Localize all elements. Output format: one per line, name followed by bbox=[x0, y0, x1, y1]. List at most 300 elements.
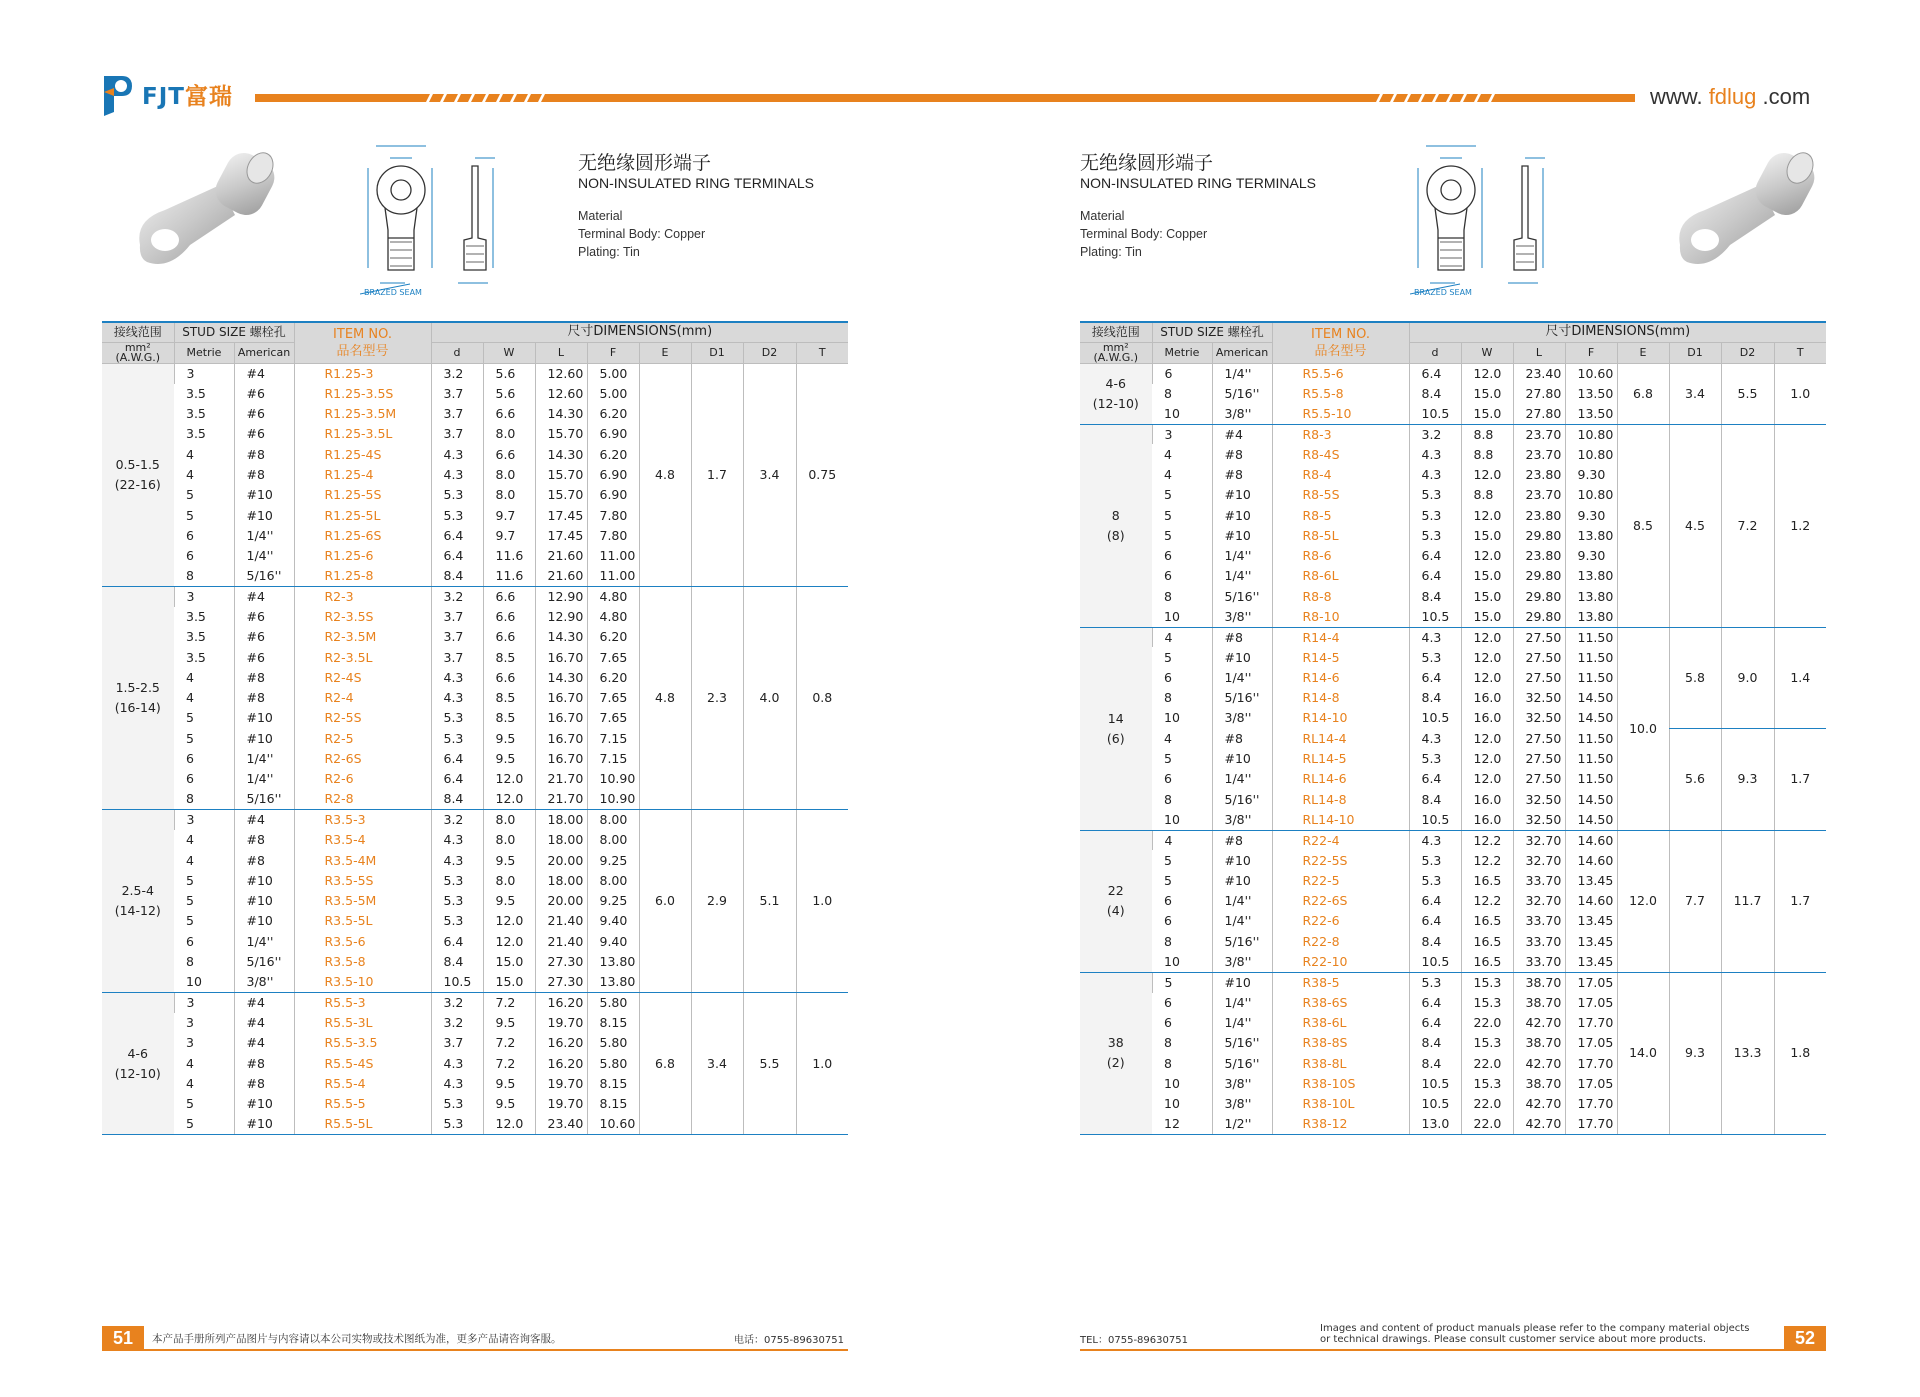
american-cell: 5/16'' bbox=[1212, 688, 1272, 708]
d-cell: 5.3 bbox=[431, 505, 483, 525]
dimensions-header: 尺寸DIMENSIONS(mm) bbox=[431, 322, 848, 342]
d-cell: 4.3 bbox=[431, 1074, 483, 1094]
range-header: 接线范围 bbox=[1080, 322, 1152, 342]
stud-size-header: STUD SIZE 螺栓孔 bbox=[174, 322, 294, 342]
american-header: American bbox=[1212, 342, 1272, 363]
f-cell: 7.80 bbox=[587, 526, 639, 546]
f-cell: 13.50 bbox=[1565, 404, 1617, 424]
w-cell: 15.0 bbox=[483, 972, 535, 992]
w-cell: 12.0 bbox=[1461, 647, 1513, 667]
col-e-header: E bbox=[1617, 342, 1669, 363]
table-row bbox=[1080, 729, 1826, 749]
item-no-cell: R8-4S bbox=[1272, 444, 1409, 464]
item-no-cell: R5.5-10 bbox=[1272, 404, 1409, 424]
merged-d2-cell: 9.3 bbox=[1721, 729, 1774, 830]
american-cell: 1/4'' bbox=[1212, 891, 1272, 911]
spec-table-left bbox=[102, 321, 848, 1135]
l-cell: 27.50 bbox=[1513, 668, 1565, 688]
item-no-cell: R1.25-3.5S bbox=[294, 384, 431, 404]
col-w-header: W bbox=[1461, 342, 1513, 363]
d-cell: 3.2 bbox=[431, 363, 483, 383]
merged-t-cell: 1.4 bbox=[1774, 627, 1826, 728]
item-no-cell: R8-6 bbox=[1272, 546, 1409, 566]
american-cell: #8 bbox=[234, 1074, 294, 1094]
l-cell: 42.70 bbox=[1513, 1053, 1565, 1073]
wire-range-cell: 8 (8) bbox=[1080, 424, 1152, 627]
item-no-cell: RL14-4 bbox=[1272, 729, 1409, 749]
item-no-cell: R2-3.5S bbox=[294, 607, 431, 627]
item-no-cell: R8-8 bbox=[1272, 587, 1409, 607]
l-cell: 32.50 bbox=[1513, 790, 1565, 810]
merged-e-cell: 6.0 bbox=[639, 810, 691, 993]
f-cell: 11.50 bbox=[1565, 627, 1617, 647]
metric-cell: 6 bbox=[1152, 993, 1212, 1013]
merged-d1-cell: 5.8 bbox=[1669, 627, 1721, 728]
w-cell: 9.5 bbox=[483, 850, 535, 870]
f-cell: 4.80 bbox=[587, 607, 639, 627]
w-cell: 15.0 bbox=[1461, 526, 1513, 546]
w-cell: 12.2 bbox=[1461, 850, 1513, 870]
f-cell: 9.25 bbox=[587, 850, 639, 870]
merged-e-cell: 8.5 bbox=[1617, 424, 1669, 627]
d-cell: 6.4 bbox=[1409, 891, 1461, 911]
metric-cell: 8 bbox=[174, 952, 234, 972]
item-no-cell: R1.25-4 bbox=[294, 465, 431, 485]
f-cell: 17.70 bbox=[1565, 1114, 1617, 1134]
l-cell: 27.50 bbox=[1513, 749, 1565, 769]
d-cell: 6.4 bbox=[1409, 363, 1461, 383]
metric-cell: 3.5 bbox=[174, 404, 234, 424]
l-cell: 27.50 bbox=[1513, 769, 1565, 789]
f-cell: 5.00 bbox=[587, 363, 639, 383]
l-cell: 17.45 bbox=[535, 505, 587, 525]
l-cell: 16.70 bbox=[535, 729, 587, 749]
col-d2-header: D2 bbox=[743, 342, 796, 363]
brand-logo[interactable] bbox=[100, 70, 233, 118]
d-cell: 10.5 bbox=[1409, 708, 1461, 728]
american-cell: #4 bbox=[234, 1033, 294, 1053]
f-cell: 9.40 bbox=[587, 911, 639, 931]
range-unit-header: mm² (A.W.G.) bbox=[102, 342, 174, 363]
metric-cell: 3.5 bbox=[174, 647, 234, 667]
merged-e-cell: 10.0 bbox=[1617, 627, 1669, 830]
american-cell: 5/16'' bbox=[1212, 587, 1272, 607]
d-cell: 6.4 bbox=[431, 546, 483, 566]
w-cell: 12.0 bbox=[483, 911, 535, 931]
merged-e-cell: 4.8 bbox=[639, 587, 691, 810]
metric-cell: 6 bbox=[174, 769, 234, 789]
metric-cell: 6 bbox=[174, 749, 234, 769]
w-cell: 11.6 bbox=[483, 566, 535, 586]
f-cell: 8.00 bbox=[587, 810, 639, 830]
col-t-header: T bbox=[796, 342, 848, 363]
d-cell: 8.4 bbox=[1409, 587, 1461, 607]
l-cell: 33.70 bbox=[1513, 911, 1565, 931]
merged-t-cell: 1.0 bbox=[1774, 363, 1826, 424]
f-cell: 5.80 bbox=[587, 1033, 639, 1053]
table-row bbox=[1080, 363, 1826, 383]
american-cell: 3/8'' bbox=[1212, 1074, 1272, 1094]
american-cell: 1/4'' bbox=[1212, 566, 1272, 586]
metric-cell: 3.5 bbox=[174, 627, 234, 647]
l-cell: 16.20 bbox=[535, 993, 587, 1013]
american-cell: #10 bbox=[1212, 505, 1272, 525]
d-cell: 5.3 bbox=[431, 911, 483, 931]
american-cell: #6 bbox=[234, 404, 294, 424]
american-cell: 5/16'' bbox=[234, 790, 294, 810]
d-cell: 5.3 bbox=[431, 891, 483, 911]
american-cell: #4 bbox=[234, 363, 294, 383]
item-no-cell: R22-4 bbox=[1272, 830, 1409, 850]
d-cell: 8.4 bbox=[1409, 932, 1461, 952]
f-cell: 6.20 bbox=[587, 444, 639, 464]
metric-cell: 6 bbox=[1152, 911, 1212, 931]
metric-cell: 3.5 bbox=[174, 424, 234, 444]
metric-cell: 4 bbox=[174, 688, 234, 708]
d-cell: 4.3 bbox=[431, 1053, 483, 1073]
d-cell: 6.4 bbox=[431, 526, 483, 546]
table-row bbox=[102, 363, 848, 383]
metric-cell: 6 bbox=[174, 932, 234, 952]
l-cell: 16.70 bbox=[535, 749, 587, 769]
merged-d2-cell: 7.2 bbox=[1721, 424, 1774, 627]
subheader-row bbox=[102, 342, 848, 363]
d-cell: 8.4 bbox=[1409, 384, 1461, 404]
metric-cell: 5 bbox=[1152, 485, 1212, 505]
w-cell: 12.0 bbox=[483, 769, 535, 789]
f-cell: 10.80 bbox=[1565, 485, 1617, 505]
metric-cell: 6 bbox=[1152, 891, 1212, 911]
w-cell: 9.7 bbox=[483, 526, 535, 546]
title-en: NON-INSULATED RING TERMINALS bbox=[1080, 175, 1316, 191]
ring-terminal-photo-left bbox=[125, 140, 285, 290]
l-cell: 32.70 bbox=[1513, 891, 1565, 911]
page-number-right: 52 bbox=[1784, 1326, 1826, 1350]
table-row bbox=[102, 993, 848, 1013]
l-cell: 12.90 bbox=[535, 607, 587, 627]
w-cell: 5.6 bbox=[483, 384, 535, 404]
website-link[interactable]: www. fdlug .com bbox=[1650, 84, 1811, 109]
table-row bbox=[102, 587, 848, 607]
w-cell: 7.2 bbox=[483, 1033, 535, 1053]
footer-tel-right: TEL：0755-89630751 bbox=[1080, 1335, 1188, 1346]
merged-d1-cell: 9.3 bbox=[1669, 972, 1721, 1134]
l-cell: 20.00 bbox=[535, 891, 587, 911]
l-cell: 19.70 bbox=[535, 1074, 587, 1094]
w-cell: 8.0 bbox=[483, 485, 535, 505]
w-cell: 9.5 bbox=[483, 1074, 535, 1094]
stud-size-header: STUD SIZE 螺栓孔 bbox=[1152, 322, 1272, 342]
l-cell: 23.40 bbox=[535, 1114, 587, 1134]
product-title-right bbox=[1080, 152, 1380, 261]
metric-cell: 4 bbox=[174, 465, 234, 485]
american-cell: #10 bbox=[1212, 871, 1272, 891]
merged-d1-cell: 3.4 bbox=[691, 993, 743, 1135]
american-cell: 1/4'' bbox=[1212, 1013, 1272, 1033]
page-number-left: 51 bbox=[102, 1326, 144, 1350]
item-no-cell: R8-10 bbox=[1272, 607, 1409, 627]
american-cell: #6 bbox=[234, 424, 294, 444]
col-l-header: L bbox=[1513, 342, 1565, 363]
american-cell: 1/4'' bbox=[234, 749, 294, 769]
f-cell: 13.80 bbox=[1565, 607, 1617, 627]
l-cell: 38.70 bbox=[1513, 1033, 1565, 1053]
title-en: NON-INSULATED RING TERMINALS bbox=[578, 175, 814, 191]
american-cell: 3/8'' bbox=[1212, 607, 1272, 627]
item-no-cell: R2-5 bbox=[294, 729, 431, 749]
metric-cell: 5 bbox=[174, 891, 234, 911]
d-cell: 4.3 bbox=[431, 850, 483, 870]
d-cell: 4.3 bbox=[1409, 830, 1461, 850]
item-no-cell: R3.5-4M bbox=[294, 850, 431, 870]
f-cell: 10.60 bbox=[587, 1114, 639, 1134]
l-cell: 27.50 bbox=[1513, 729, 1565, 749]
brazed-seam-label-right: BRAZED SEAM bbox=[1414, 288, 1472, 297]
f-cell: 17.70 bbox=[1565, 1094, 1617, 1114]
item-no-cell: R8-5L bbox=[1272, 526, 1409, 546]
d-cell: 3.7 bbox=[431, 627, 483, 647]
l-cell: 42.70 bbox=[1513, 1013, 1565, 1033]
l-cell: 16.20 bbox=[535, 1033, 587, 1053]
item-no-cell: R38-6S bbox=[1272, 993, 1409, 1013]
w-cell: 8.0 bbox=[483, 871, 535, 891]
f-cell: 7.65 bbox=[587, 688, 639, 708]
item-no-cell: R14-8 bbox=[1272, 688, 1409, 708]
item-no-cell: R22-5 bbox=[1272, 871, 1409, 891]
w-cell: 6.6 bbox=[483, 587, 535, 607]
american-cell: #8 bbox=[1212, 444, 1272, 464]
merged-t-cell: 0.8 bbox=[796, 587, 848, 810]
l-cell: 27.30 bbox=[535, 972, 587, 992]
merged-d2-cell: 5.5 bbox=[743, 993, 796, 1135]
f-cell: 14.60 bbox=[1565, 891, 1617, 911]
merged-t-cell: 1.7 bbox=[1774, 830, 1826, 972]
item-no-cell: R38-8L bbox=[1272, 1053, 1409, 1073]
f-cell: 6.20 bbox=[587, 627, 639, 647]
d-cell: 6.4 bbox=[431, 749, 483, 769]
american-cell: #8 bbox=[1212, 729, 1272, 749]
dimensions-header: 尺寸DIMENSIONS(mm) bbox=[1409, 322, 1826, 342]
american-cell: 5/16'' bbox=[234, 566, 294, 586]
american-cell: 1/4'' bbox=[1212, 363, 1272, 383]
f-cell: 11.50 bbox=[1565, 749, 1617, 769]
item-no-cell: R5.5-5L bbox=[294, 1114, 431, 1134]
w-cell: 9.5 bbox=[483, 1094, 535, 1114]
w-cell: 8.0 bbox=[483, 465, 535, 485]
american-cell: #10 bbox=[1212, 850, 1272, 870]
d-cell: 3.2 bbox=[1409, 424, 1461, 444]
w-cell: 15.0 bbox=[483, 952, 535, 972]
american-cell: #10 bbox=[1212, 647, 1272, 667]
d-cell: 5.3 bbox=[431, 1114, 483, 1134]
item-no-cell: R38-5 bbox=[1272, 972, 1409, 992]
w-cell: 7.2 bbox=[483, 1053, 535, 1073]
f-cell: 10.90 bbox=[587, 769, 639, 789]
dimension-diagram-right bbox=[1410, 138, 1550, 298]
f-cell: 13.45 bbox=[1565, 871, 1617, 891]
metric-cell: 3.5 bbox=[174, 607, 234, 627]
w-cell: 8.8 bbox=[1461, 444, 1513, 464]
metric-cell: 5 bbox=[1152, 647, 1212, 667]
l-cell: 32.70 bbox=[1513, 850, 1565, 870]
metric-cell: 6 bbox=[1152, 546, 1212, 566]
w-cell: 12.0 bbox=[1461, 363, 1513, 383]
american-cell: #6 bbox=[234, 627, 294, 647]
header-stripe-right bbox=[1370, 94, 1510, 102]
item-no-cell: R2-6S bbox=[294, 749, 431, 769]
american-cell: 5/16'' bbox=[1212, 932, 1272, 952]
w-cell: 12.0 bbox=[483, 932, 535, 952]
american-cell: #10 bbox=[234, 485, 294, 505]
metric-cell: 6 bbox=[1152, 566, 1212, 586]
merged-e-cell: 6.8 bbox=[1617, 363, 1669, 424]
f-cell: 11.00 bbox=[587, 566, 639, 586]
l-cell: 32.50 bbox=[1513, 708, 1565, 728]
f-cell: 10.60 bbox=[1565, 363, 1617, 383]
d-cell: 10.5 bbox=[1409, 1074, 1461, 1094]
l-cell: 23.70 bbox=[1513, 485, 1565, 505]
w-cell: 12.0 bbox=[1461, 505, 1513, 525]
item-no-cell: R2-3 bbox=[294, 587, 431, 607]
metric-cell: 8 bbox=[174, 790, 234, 810]
d-cell: 5.3 bbox=[431, 485, 483, 505]
d-cell: 6.4 bbox=[1409, 993, 1461, 1013]
metric-header: Metrie bbox=[1152, 342, 1212, 363]
w-cell: 22.0 bbox=[1461, 1013, 1513, 1033]
l-cell: 33.70 bbox=[1513, 952, 1565, 972]
item-no-cell: R38-10L bbox=[1272, 1094, 1409, 1114]
l-cell: 32.50 bbox=[1513, 810, 1565, 830]
col-f-header: F bbox=[587, 342, 639, 363]
col-f-header: F bbox=[1565, 342, 1617, 363]
merged-t-cell: 1.8 bbox=[1774, 972, 1826, 1134]
d-cell: 4.3 bbox=[1409, 465, 1461, 485]
l-cell: 38.70 bbox=[1513, 993, 1565, 1013]
w-cell: 22.0 bbox=[1461, 1094, 1513, 1114]
american-cell: #8 bbox=[234, 465, 294, 485]
item-no-cell: R38-8S bbox=[1272, 1033, 1409, 1053]
item-no-cell: RL14-10 bbox=[1272, 810, 1409, 830]
metric-cell: 6 bbox=[174, 546, 234, 566]
f-cell: 9.25 bbox=[587, 891, 639, 911]
metric-cell: 5 bbox=[1152, 526, 1212, 546]
american-cell: 1/4'' bbox=[234, 526, 294, 546]
merged-e-cell: 14.0 bbox=[1617, 972, 1669, 1134]
w-cell: 16.0 bbox=[1461, 688, 1513, 708]
item-no-cell: R3.5-8 bbox=[294, 952, 431, 972]
f-cell: 14.60 bbox=[1565, 850, 1617, 870]
l-cell: 16.70 bbox=[535, 647, 587, 667]
w-cell: 8.5 bbox=[483, 688, 535, 708]
wire-range-cell: 4-6 (12-10) bbox=[1080, 363, 1152, 424]
item-no-cell: R1.25-5S bbox=[294, 485, 431, 505]
metric-cell: 3 bbox=[174, 1033, 234, 1053]
d-cell: 10.5 bbox=[1409, 404, 1461, 424]
w-cell: 16.5 bbox=[1461, 952, 1513, 972]
w-cell: 8.5 bbox=[483, 708, 535, 728]
l-cell: 42.70 bbox=[1513, 1094, 1565, 1114]
d-cell: 10.5 bbox=[1409, 810, 1461, 830]
d-cell: 3.7 bbox=[431, 424, 483, 444]
l-cell: 33.70 bbox=[1513, 871, 1565, 891]
wire-range-cell: 1.5-2.5 (16-14) bbox=[102, 587, 174, 810]
merged-t-cell: 1.2 bbox=[1774, 424, 1826, 627]
merged-d2-cell: 13.3 bbox=[1721, 972, 1774, 1134]
f-cell: 6.20 bbox=[587, 668, 639, 688]
w-cell: 12.0 bbox=[1461, 627, 1513, 647]
d-cell: 13.0 bbox=[1409, 1114, 1461, 1134]
f-cell: 13.45 bbox=[1565, 952, 1617, 972]
w-cell: 12.0 bbox=[1461, 668, 1513, 688]
spec-table-right bbox=[1080, 321, 1826, 1135]
american-cell: 3/8'' bbox=[1212, 404, 1272, 424]
metric-cell: 5 bbox=[174, 505, 234, 525]
w-cell: 5.6 bbox=[483, 363, 535, 383]
d-cell: 8.4 bbox=[1409, 688, 1461, 708]
american-cell: #10 bbox=[234, 1114, 294, 1134]
f-cell: 13.80 bbox=[587, 952, 639, 972]
wire-range-cell: 14 (6) bbox=[1080, 627, 1152, 830]
metric-cell: 5 bbox=[174, 485, 234, 505]
f-cell: 13.80 bbox=[1565, 587, 1617, 607]
f-cell: 5.00 bbox=[587, 384, 639, 404]
metric-cell: 8 bbox=[1152, 1033, 1212, 1053]
d-cell: 5.3 bbox=[1409, 972, 1461, 992]
w-cell: 11.6 bbox=[483, 546, 535, 566]
f-cell: 14.50 bbox=[1565, 688, 1617, 708]
metric-cell: 5 bbox=[174, 708, 234, 728]
w-cell: 15.3 bbox=[1461, 993, 1513, 1013]
metric-cell: 3 bbox=[174, 810, 234, 830]
w-cell: 16.5 bbox=[1461, 911, 1513, 931]
d-cell: 5.3 bbox=[431, 1094, 483, 1114]
merged-d1-cell: 2.9 bbox=[691, 810, 743, 993]
l-cell: 14.30 bbox=[535, 404, 587, 424]
table-row bbox=[1080, 424, 1826, 444]
american-cell: 3/8'' bbox=[1212, 952, 1272, 972]
item-no-cell: R2-8 bbox=[294, 790, 431, 810]
col-w-header: W bbox=[483, 342, 535, 363]
american-cell: 3/8'' bbox=[234, 972, 294, 992]
col-d1-header: D1 bbox=[1669, 342, 1721, 363]
metric-cell: 5 bbox=[174, 871, 234, 891]
item-no-cell: R5.5-5 bbox=[294, 1094, 431, 1114]
w-cell: 15.0 bbox=[1461, 404, 1513, 424]
item-no-cell: R5.5-8 bbox=[1272, 384, 1409, 404]
d-cell: 10.5 bbox=[1409, 952, 1461, 972]
item-no-cell: R5.5-6 bbox=[1272, 363, 1409, 383]
metric-cell: 6 bbox=[1152, 769, 1212, 789]
item-no-cell: R2-4 bbox=[294, 688, 431, 708]
w-cell: 22.0 bbox=[1461, 1114, 1513, 1134]
american-cell: 3/8'' bbox=[1212, 810, 1272, 830]
f-cell: 11.00 bbox=[587, 546, 639, 566]
w-cell: 22.0 bbox=[1461, 1053, 1513, 1073]
item-no-cell: R22-8 bbox=[1272, 932, 1409, 952]
l-cell: 12.90 bbox=[535, 587, 587, 607]
d-cell: 3.7 bbox=[431, 607, 483, 627]
item-no-cell: R2-6 bbox=[294, 769, 431, 789]
d-cell: 5.3 bbox=[1409, 749, 1461, 769]
american-cell: 5/16'' bbox=[1212, 790, 1272, 810]
item-no-cell: R38-12 bbox=[1272, 1114, 1409, 1134]
w-cell: 9.5 bbox=[483, 891, 535, 911]
d-cell: 3.2 bbox=[431, 587, 483, 607]
l-cell: 29.80 bbox=[1513, 587, 1565, 607]
wire-range-cell: 4-6 (12-10) bbox=[102, 993, 174, 1135]
f-cell: 9.30 bbox=[1565, 546, 1617, 566]
l-cell: 18.00 bbox=[535, 871, 587, 891]
